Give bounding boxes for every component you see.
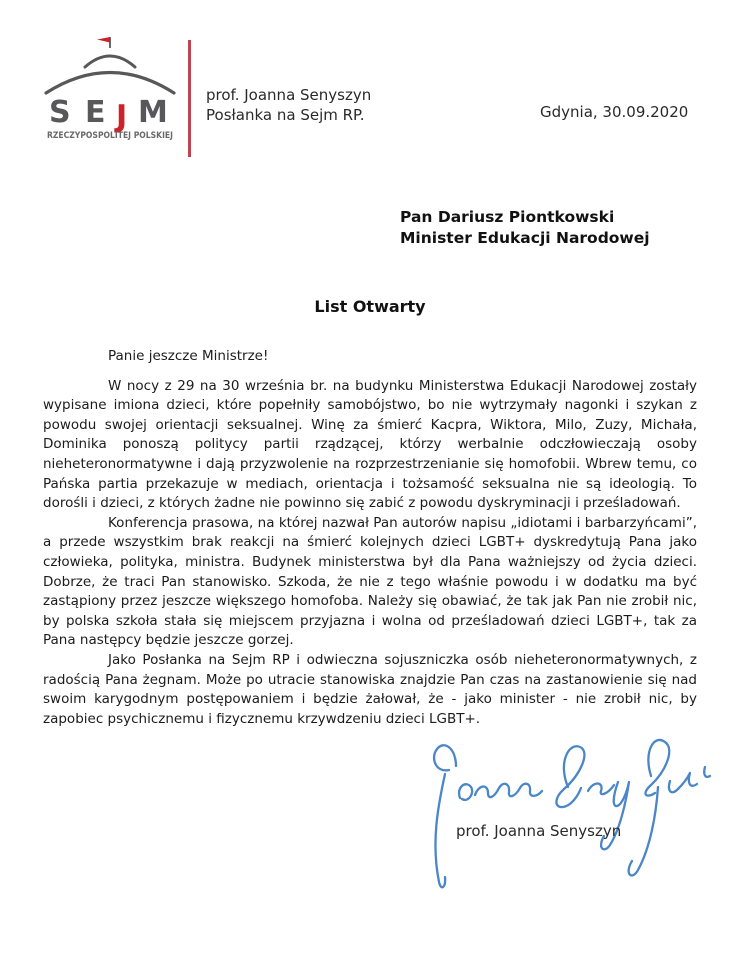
recipient-name: Pan Dariusz Piontkowski <box>400 208 615 226</box>
letter-title: List Otwarty <box>314 297 426 316</box>
sejm-dome-icon <box>46 56 174 93</box>
sender-role: Posłanka na Sejm RP. <box>206 106 365 124</box>
flag-icon <box>97 37 110 48</box>
salutation: Panie jeszcze Ministrze! <box>108 348 269 364</box>
sejm-letters <box>49 95 168 134</box>
sejm-logo-graphic <box>44 34 176 142</box>
sender-name: prof. Joanna Senyszyn <box>206 86 372 104</box>
logo-letter-s: S <box>49 95 71 130</box>
letterhead-divider <box>188 40 191 157</box>
body-paragraph-3: Jako Posłanka na Sejm RP i odwieczna sojuszniczka osób nieheteronormatywnych, z radością Pana żegnam. Może po utracie stanowiska znajdzie Pan czas na zastanowienie się nad swoim karygodnym postępowaniem i będzie żałował, że - jako minister - nie zrobił nic, by zapobiec psychicznemu i fizycznemu krzywdzeniu dzieci LGBT+. <box>43 651 697 727</box>
body-paragraph-2: Konferencja prasowa, na której nazwał Pan autorów napisu „idiotami i barbarzyńcami”, a przede wszystkim brak reakcji na śmierć kolejnych dzieci LGBT+ dyskredytują Pana jako człowieka, polityka, ministra. Budynek ministerstwa był dla Pana ważniejszy od życia dzieci. Dobrze, że traci Pan stanowisko. Szkoda, że nie z tego właśnie powodu i w dodatku ma być zastąpiony przez jeszcze większego homofoba. Należy się obawiać, że tak jak Pan nie zrobił nic, by polska szkoła stała się miejscem przyjazna i wolna od prześladowań dzieci LGBT+, tak za Pana następcy będzie jeszcze gorzej. <box>43 514 697 649</box>
sejm-logo <box>44 34 176 142</box>
recipient-role: Minister Edukacji Narodowej <box>400 229 650 247</box>
typed-signature: prof. Joanna Senyszyn <box>456 822 622 840</box>
body-paragraph-1: W nocy z 29 na 30 września br. na budynku Ministerstwa Edukacji Narodowej zostały wypisane imiona dzieci, które popełniły samobójstwo, bo nie wytrzymały nagonki i szykan z powodu swojej orientacji seksualnej. Winę za śmierć Kacpra, Wiktora, Milo, Zuzy, Michała, Dominika ponoszą politycy partii rządzącej, którzy werbalnie odczłowieczają osoby nieheteronormatywne i dają przyzwolenie na rozprzestrzenianie się homofobii. Wbrew temu, co Pańska partia przekazuje w mediach, orientacja i tożsamość seksualna nie są ideologią. To dorośli i dzieci, z których żadne nie powinno się zabić z powodu dyskryminacji i prześladowań. <box>43 377 697 512</box>
logo-letter-j: J <box>116 99 128 134</box>
logo-letter-m: M <box>138 95 168 130</box>
logo-letter-e: E <box>85 95 106 130</box>
logo-subtitle: RZECZYPOSPOLITEJ POLSKIEJ <box>47 131 173 141</box>
letter-body <box>43 347 697 729</box>
recipient-block <box>400 207 650 249</box>
signature-block <box>408 734 723 919</box>
sender-block <box>206 85 371 125</box>
dateline: Gdynia, 30.09.2020 <box>540 103 689 121</box>
